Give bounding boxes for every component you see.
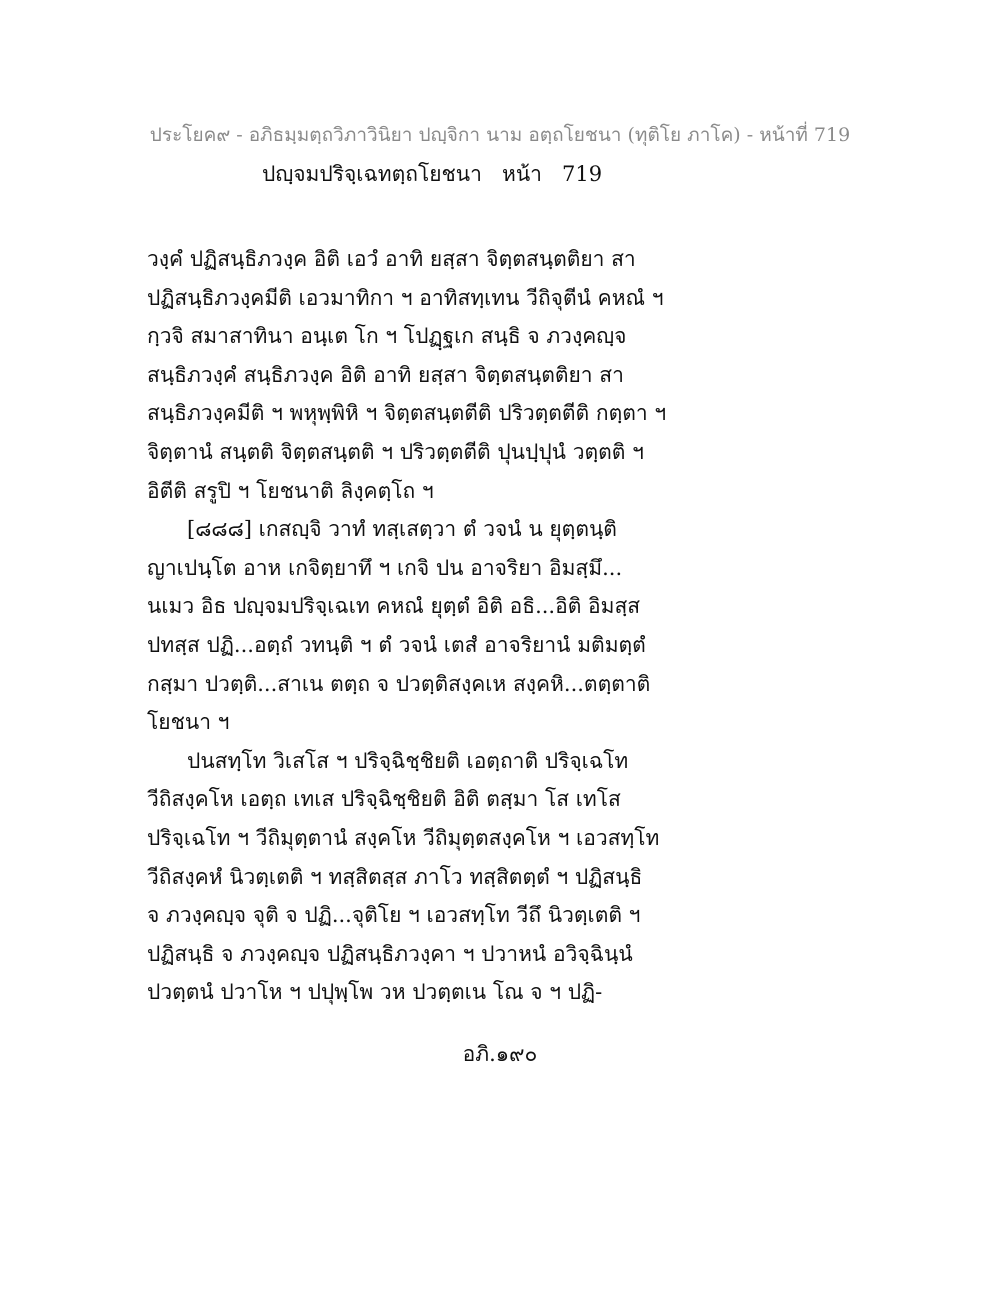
text-line: วงฺคํ ปฏิสนฺธิภวงฺค อิติ เอวํ อาทิ ยสฺสา จิตฺตสนฺตติยา สา bbox=[147, 247, 636, 271]
text-line: ปริจฺเฉโท ฯ วีถิมุตฺตานํ สงฺคโห วีถิมุตฺตสงฺคโห ฯ เอวสทฺโท bbox=[147, 825, 660, 850]
text-line: กสฺมา ปวตฺติ...สาเน ตตฺถ จ ปวตฺติสงฺคเห สงฺคหิ...ตตฺตาติ bbox=[147, 671, 651, 696]
text-line: กฺวจิ สมาสาทินา อนฺเต โก ฯ โปฏฺฐเก สนฺธิ จ ภวงฺคญฺจ bbox=[147, 324, 627, 349]
text-line: สนฺธิภวงฺคํ สนฺธิภวงฺค อิติ อาทิ ยสฺสา จิตฺตสนฺตติยา สา bbox=[147, 362, 624, 387]
running-header: ประโยค๙ - อภิธมฺมตฺถวิภาวินิยา ปญฺจิกา นาม อตฺถโยชนา (ทุติโย ภาโค) - หน้าที่ 719 bbox=[149, 124, 851, 146]
text-line: ปฏิสนฺธิภวงฺคมีติ เอวมาทิกา ฯ อาทิสทฺเทน วีถิจุตีนํ คหณํ ฯ bbox=[147, 285, 664, 310]
text-line: วีถิสงฺคหํ นิวตฺเตติ ฯ ทสฺสิตสฺส ภาโว ทสฺสิตตฺตํ ฯ ปฏิสนฺธิ bbox=[147, 864, 643, 889]
paragraph-start-line: [๘๘๘] เกสญฺจิ วาทํ ทสฺเสตฺวา ตํ วจนํ น ยุตฺตนฺติ bbox=[187, 517, 617, 542]
text-line: วีถิสงฺคโห เอตฺถ เทเส ปริจฺฉิชฺชิยติ อิติ ตสฺมา โส เทโส bbox=[147, 787, 621, 812]
page-footer-marker: อภิ.๑๙๐ bbox=[462, 1042, 538, 1066]
section-heading: ปญฺจมปริจฺเฉทตฺถโยชนา หน้า 719 bbox=[262, 162, 603, 186]
paragraph-start-line: ปนสทฺโท วิเสโส ฯ ปริจฺฉิชฺชิยติ เอตฺถาติ ปริจฺเฉโท bbox=[187, 748, 629, 773]
text-line: อิตีติ สรูปิ ฯ โยชนาติ ลิงฺคตฺโถ ฯ bbox=[147, 478, 434, 503]
text-line: ปฏิสนฺธิ จ ภวงฺคญฺจ ปฏิสนฺธิภวงฺคา ฯ ปวาหนํ อวิจฺฉินฺนํ bbox=[147, 941, 633, 966]
text-line: สนฺธิภวงฺคมีติ ฯ พหุพฺพิหิ ฯ จิตฺตสนฺตตีติ ปริวตฺตตีติ กตฺตา ฯ bbox=[147, 401, 667, 426]
text-line: จิตฺตานํ สนฺตติ จิตฺตสนฺตติ ฯ ปริวตฺตตีติ ปุนปฺปุนํ วตฺตติ ฯ bbox=[147, 439, 644, 464]
text-line: ญาเปนฺโต อาห เกจิตฺยาทึ ฯ เกจิ ปน อาจริยา อิมสฺมึ... bbox=[147, 555, 623, 580]
text-line: นเมว อิธ ปญฺจมปริจฺเฉเท คหณํ ยุตฺตํ อิติ อธิ...อิติ อิมสฺส bbox=[147, 594, 641, 619]
body-text bbox=[147, 240, 867, 1012]
text-line: โยชนา ฯ bbox=[147, 710, 230, 735]
text-line: ปทสฺส ปฏิ...อตฺถํ วทนฺติ ฯ ตํ วจนํ เตสํ อาจริยานํ มติมตฺตํ bbox=[147, 632, 646, 657]
text-line: จ ภวงฺคญฺจ จุติ จ ปฏิ...จุติโย ฯ เอวสทฺโท วีถึ นิวตฺเตติ ฯ bbox=[147, 903, 641, 928]
text-line: ปวตฺตนํ ปวาโห ฯ ปปุพฺโพ วห ปวตฺตเน โณ จ ฯ ปฏิ- bbox=[147, 980, 603, 1005]
